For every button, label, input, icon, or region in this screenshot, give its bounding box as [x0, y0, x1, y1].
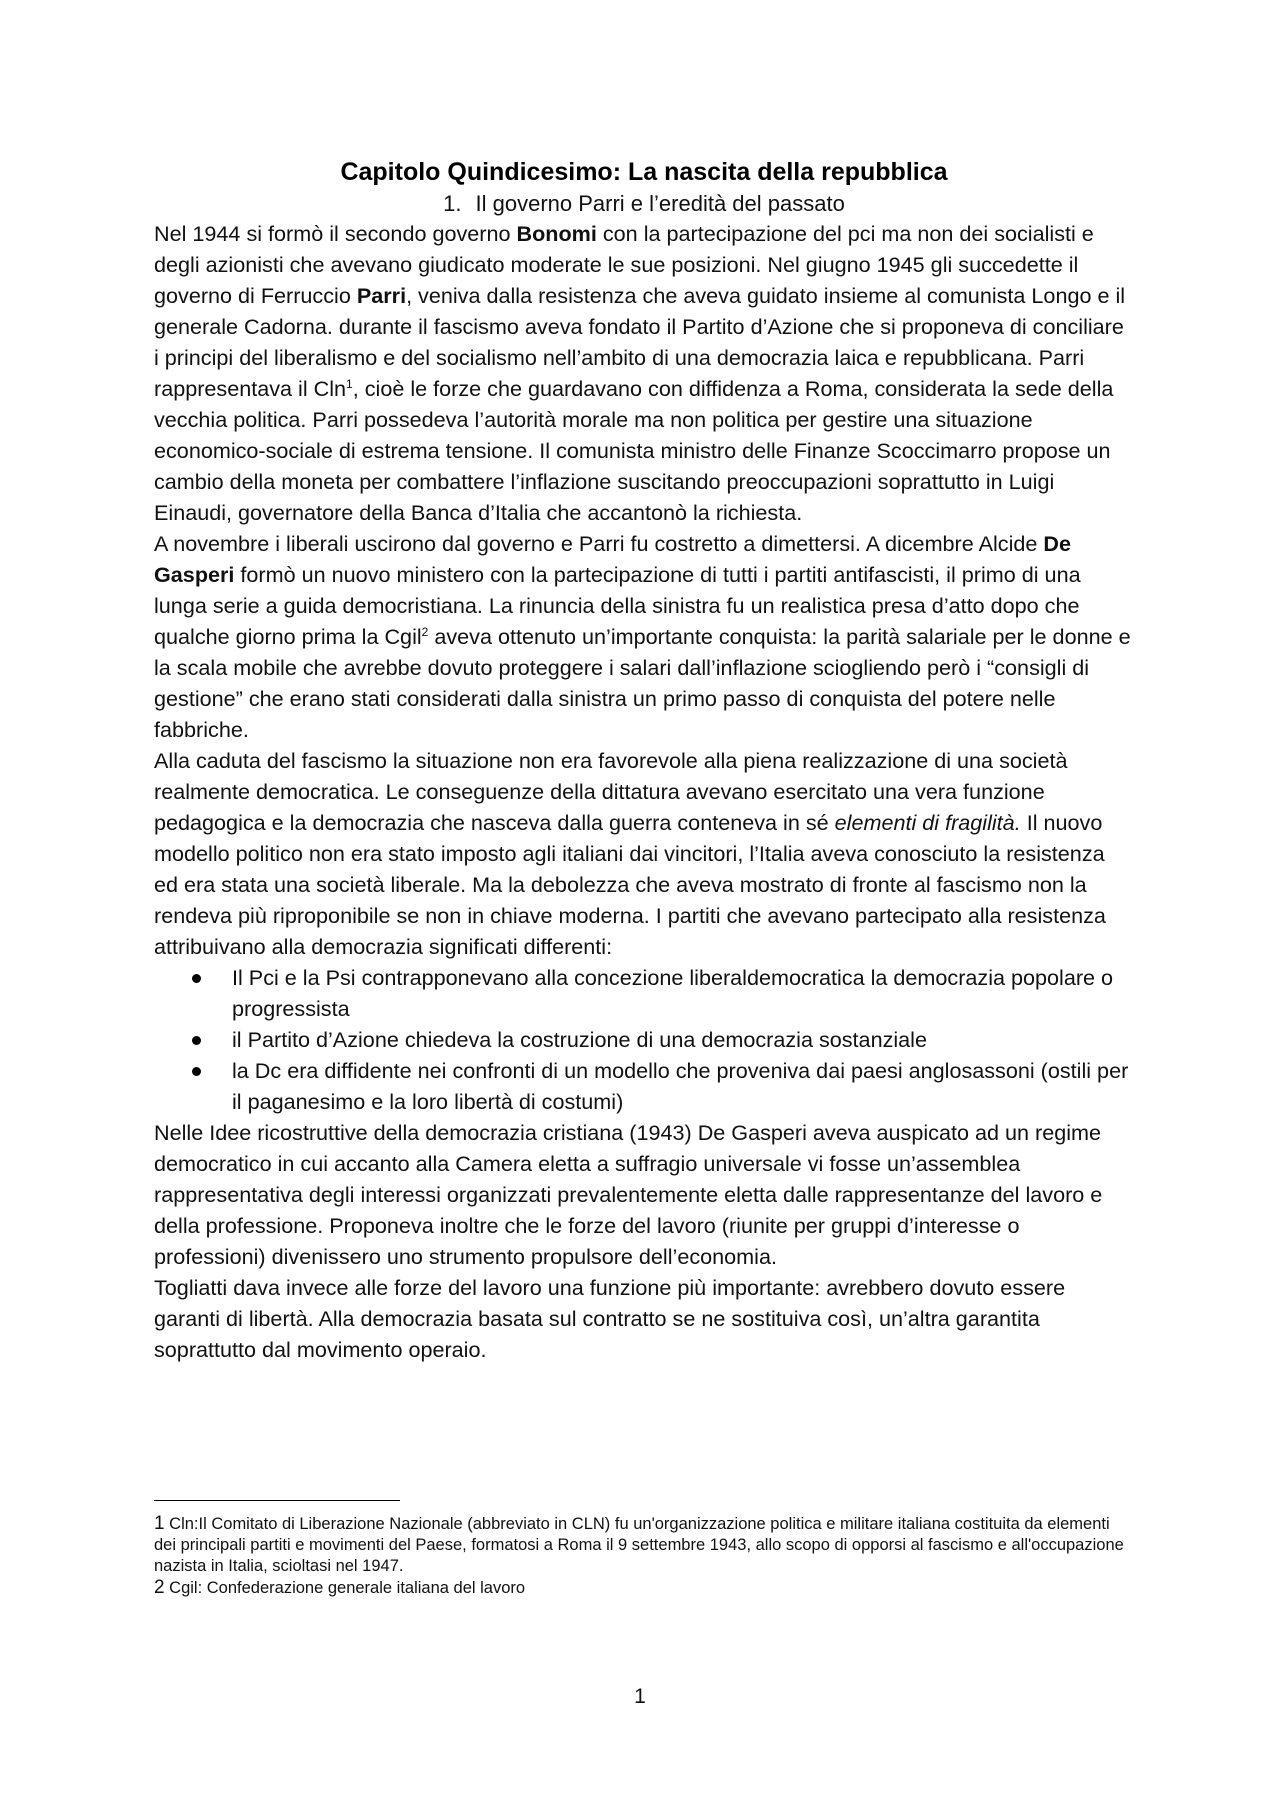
text-run: , veniva dalla resistenza che aveva guidato insieme al comunista Longo e il generale Cadorna. durante il fascismo aveva fondato il Partito d’Azione che si proponeva di conciliare i principi del liberalismo e del socialismo nell’ambito di una democrazia laica e repubblicana. Parri rappresentava il Cln	[154, 283, 1126, 401]
text-run: aveva ottenuto un’importante conquista: la parità salariale per le donne e la scala mobile che avrebbe dovuto proteggere i salari dall’inflazione sciogliendo però i “consigli di gestione” che erano stati considerati dalla sinistra un primo passo di conquista del potere nelle fabbriche.	[154, 624, 1131, 742]
bold-name-bonomi: Bonomi	[516, 221, 597, 246]
list-item	[154, 1055, 1134, 1117]
text-run: Alla caduta del fascismo la situazione non era favorevole alla piena realizzazione di una società realmente democratica. Le conseguenze della dittatura avevano esercitato una vera funzione pedagogica e la democrazia che nasceva dalla guerra conteneva in sé	[154, 748, 1068, 835]
list-item-text: la Dc era diffidente nei confronti di un modello che proveniva dai paesi anglosassoni (ostili per il paganesimo e la loro libertà di costumi)	[232, 1058, 1129, 1114]
footnote-separator	[154, 1500, 400, 1501]
paragraph-5: Togliatti dava invece alle forze del lavoro una funzione più importante: avrebbero dovuto essere garanti di libertà. Alla democrazia basata sul contratto se ne sostituiva così, un’altra garantita soprattutto dal movimento operaio.	[154, 1275, 1066, 1362]
footnote-ref-2[interactable]: 2	[421, 624, 429, 639]
bullet-icon	[192, 974, 201, 983]
bullet-list	[154, 962, 1134, 1117]
paragraph-1	[154, 218, 1134, 528]
page-body	[154, 154, 1134, 1365]
footnote-1	[154, 1513, 1134, 1577]
footnote-number: 1	[154, 1513, 165, 1534]
text-run: Il nuovo modello politico non era stato imposto agli italiani dai vincitori, l’Italia aveva conosciuto la resistenza ed era stata una società liberale. Ma la debolezza che aveva mostrato di fronte al fascismo non la rendeva più riproponibile se non in chiave moderna. I partiti che avevano partecipato alla resistenza attribuivano alla democrazia significati differenti:	[154, 810, 1106, 959]
section-heading	[154, 190, 1134, 218]
list-item-text: il Partito d’Azione chiedeva la costruzione di una democrazia sostanziale	[232, 1027, 927, 1052]
bullet-icon	[192, 1067, 201, 1076]
footnotes	[154, 1500, 1134, 1599]
paragraph-2	[154, 528, 1134, 745]
text-run: A novembre i liberali uscirono dal governo e Parri fu costretto a dimettersi. A dicembre Alcide	[154, 531, 1044, 556]
footnote-text: Cgil: Confederazione generale italiana del lavoro	[169, 1579, 526, 1597]
section-title: Il governo Parri e l’eredità del passato	[475, 191, 845, 216]
paragraph-4: Nelle Idee ricostruttive della democrazia cristiana (1943) De Gasperi aveva auspicato ad un regime democratico in cui accanto alla Camera eletta a suffragio universale vi fosse un’assemblea rappresentativa degli interessi organizzati prevalentemente eletta dalle rappresentanze del lavoro e della professione. Proponeva inoltre che le forze del lavoro (riunite per gruppi d’interesse o professioni) divenissero uno strumento propulsore dell’economia.	[154, 1120, 1103, 1269]
list-item	[154, 962, 1134, 1024]
italic-phrase: elementi di fragilità.	[834, 810, 1021, 835]
footnote-number: 2	[154, 1577, 165, 1598]
text-run: con la partecipazione del pci ma non dei socialisti e degli azionisti che avevano giudicato moderate le sue posizioni. Nel giugno 1945 gli succedette il governo di Ferruccio	[154, 221, 1094, 308]
list-item	[154, 1024, 1134, 1055]
page-number: 1	[634, 1685, 646, 1708]
bold-name-parri: Parri	[356, 283, 407, 308]
section-number: 1.	[443, 191, 462, 216]
chapter-title: Capitolo Quindicesimo: La nascita della repubblica	[340, 158, 948, 186]
list-item-text: Il Pci e la Psi contrapponevano alla concezione liberaldemocratica la democrazia popolare o progressista	[232, 965, 1114, 1021]
text-run: Nel 1944 si formò il secondo governo	[154, 221, 517, 246]
footnote-text: Cln:Il Comitato di Liberazione Nazionale (abbreviato in CLN) fu un'organizzazione politica e militare italiana costituita da elementi dei principali partiti e movimenti del Paese, formatosi a Roma il 9 settembre 1943, allo scopo di opporsi al fascismo e all'occupazione nazista in Italia, scioltasi nel 1947.	[154, 1515, 1124, 1575]
footnote-ref-1[interactable]: 1	[346, 376, 353, 391]
paragraph-3	[154, 745, 1134, 962]
text-run: , cioè le forze che guardavano con diffidenza a Roma, considerata la sede della vecchia politica. Parri possedeva l’autorità morale ma non politica per gestire una situazione economico-sociale di estrema tensione. Il comunista ministro delle Finanze Scoccimarro propose un cambio della moneta per combattere l’inflazione suscitando preoccupazioni soprattutto in Luigi Einaudi, governatore della Banca d’Italia che accantonò la richiesta.	[154, 376, 1114, 525]
bold-name-de-gasperi: De Gasperi	[154, 531, 1071, 587]
bullet-icon	[192, 1036, 201, 1045]
text-run: formò un nuovo ministero con la partecipazione di tutti i partiti antifascisti, il primo di una lunga serie a guida democristiana. La rinuncia della sinistra fu un realistica presa d’atto dopo che qualche giorno prima la Cgil	[154, 562, 1081, 649]
footnote-2	[154, 1577, 1134, 1599]
